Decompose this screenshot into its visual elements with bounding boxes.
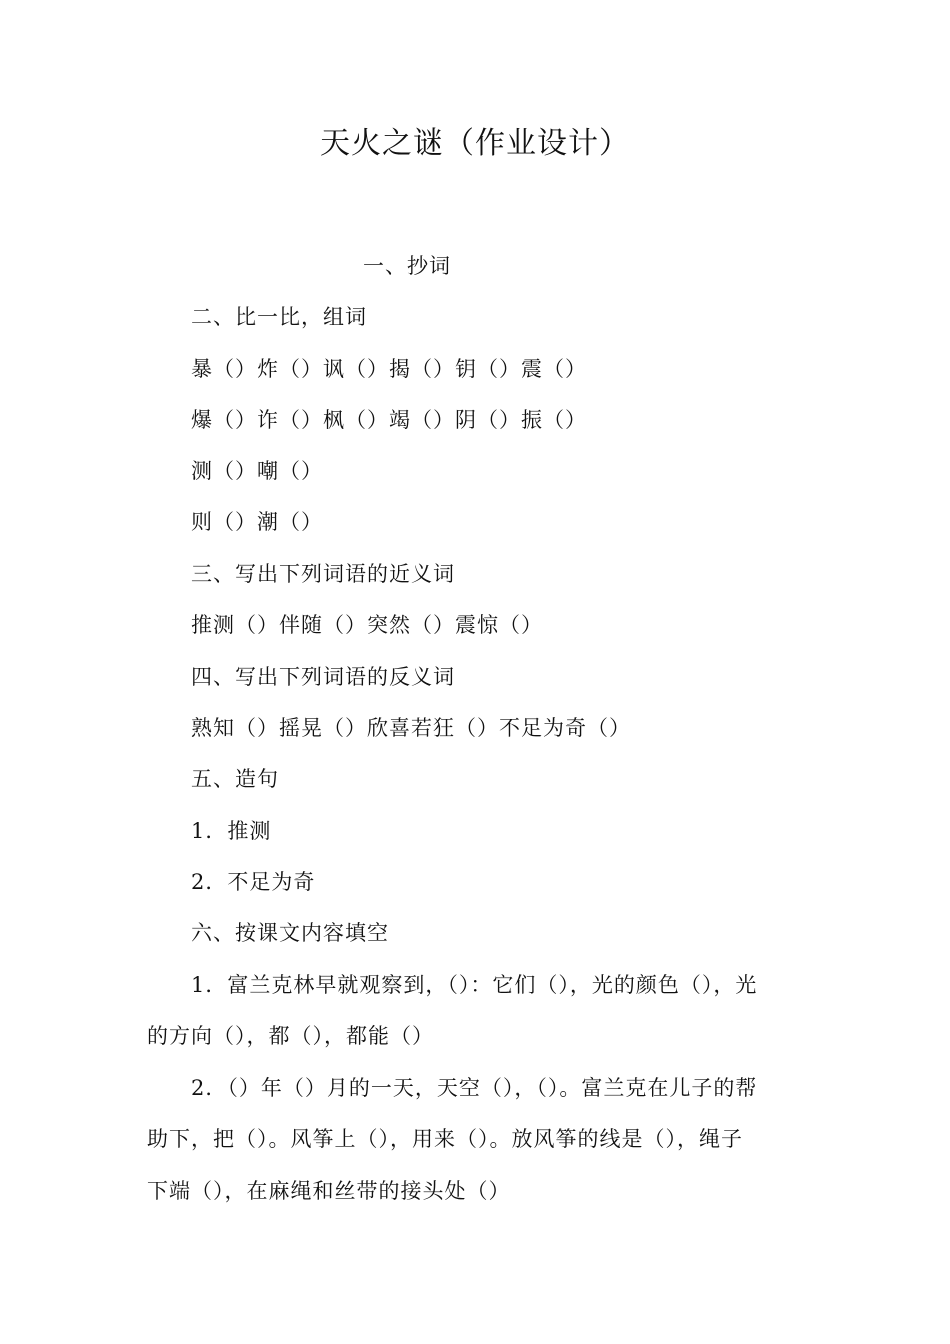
section-4-heading: 四、写出下列词语的反义词 <box>191 665 455 689</box>
fill-paragraph-1-line-1: 1．富兰克林早就观察到，（）：它们（），光的颜色（），光 <box>191 973 758 997</box>
compare-row-1: 暴（）炸（）讽（）揭（）钥（）震（） <box>191 357 587 381</box>
section-6-heading: 六、按课文内容填空 <box>191 921 389 945</box>
fill-paragraph-2-line-2: 助下，把（）。风筝上（），用来（）。放风筝的线是（），绳子 <box>147 1127 743 1151</box>
section-2-heading: 二、比一比，组词 <box>191 305 367 329</box>
section-3-heading: 三、写出下列词语的近义词 <box>191 562 455 586</box>
section-1-heading: 一、抄词 <box>363 254 451 278</box>
compare-row-4: 则（）潮（） <box>191 510 323 534</box>
fill-paragraph-2-line-1: 2．（）年（）月的一天，天空（），（）。富兰克在儿子的帮 <box>191 1076 758 1100</box>
compare-row-3: 测（）嘲（） <box>191 459 323 483</box>
antonym-row: 熟知（）摇晃（）欣喜若狂（）不足为奇（） <box>191 716 631 740</box>
fill-paragraph-1-line-2: 的方向（），都（），都能（） <box>147 1024 434 1048</box>
document-title: 天火之谜（作业设计） <box>320 126 630 161</box>
sentence-item-1: 1．推测 <box>191 819 272 843</box>
fill-paragraph-2-line-3: 下端（），在麻绳和丝带的接头处（） <box>147 1179 511 1203</box>
section-5-heading: 五、造句 <box>191 767 279 791</box>
synonym-row: 推测（）伴随（）突然（）震惊（） <box>191 613 543 637</box>
sentence-item-2: 2．不足为奇 <box>191 870 316 894</box>
compare-row-2: 爆（）诈（）枫（）竭（）阴（）振（） <box>191 408 587 432</box>
